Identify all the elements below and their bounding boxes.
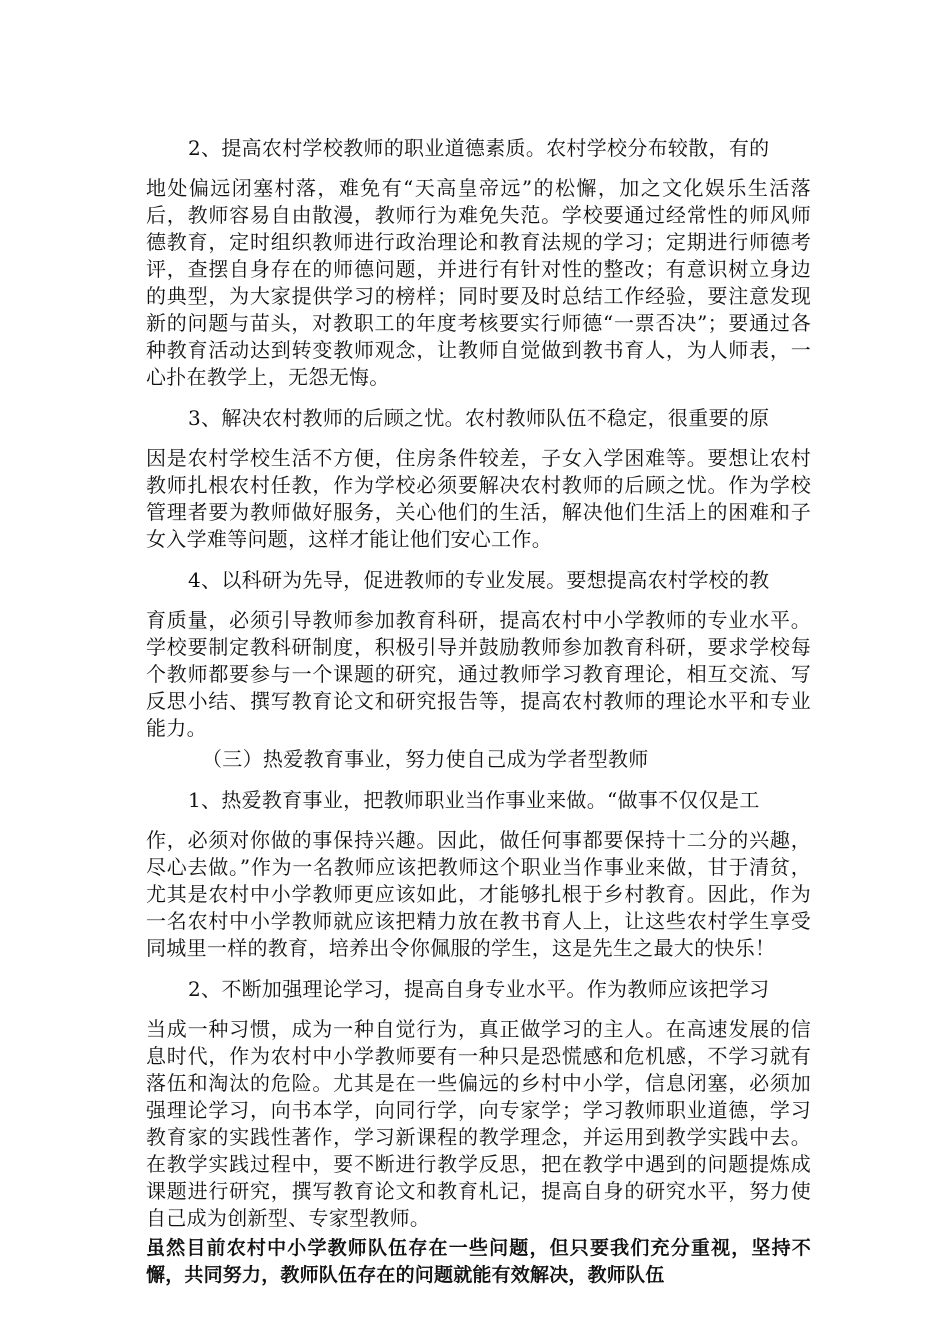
paragraph-s3-2-body: 当成一种习惯，成为一种自觉行为，真正做学习的主人。在高速发展的信息时代，作为农村中小学教师要有一种只是恐慌感和危机感，不学习就有落伍和淘汰的危险。尤其是在一些偏远的乡村中小学，信息闭塞，必须加强理论学习，向书本学，向同行学，向专家学；学习教师职业道德，学习教育家的实践性著作，学习新课程的教学理念，并运用到教学实践中去。在教学实践过程中，要不断进行教学反思，把在教学中遇到的问题提炼成课题进行研究，撰写教育论文和教育札记，提高自身的研究水平，努力使自己成为创新型、专家型教师。 [146, 1017, 811, 1230]
paragraph-4-lead: 4、以科研为先导，促进教师的专业发展。要想提高农村学校的教 [188, 568, 770, 592]
paragraph-2-body: 地处偏远闭塞村落，难免有“天高皇帝远”的松懈，加之文化娱乐生活落后，教师容易自由散漫，教师行为难免失范。学校要通过经常性的师风师德教育，定时组织教师进行政治理论和教育法规的学习；定期进行师德考评，查摆自身存在的师德问题，并进行有针对性的整改；有意识树立身边的典型，为大家提供学习的榜样；同时要及时总结工作经验，要注意发现新的问题与苗头，对教职工的年度考核要实行师德“一票否决”；要通过各种教育活动达到转变教师观念，让教师自觉做到教书育人，为人师表，一心扑在教学上，无怨无悔。 [146, 176, 811, 389]
paragraph-s3-1-body: 作，必须对你做的事保持兴趣。因此，做任何事都要保持十二分的兴趣，尽心去做。”作为一名教师应该把教师这个职业当作事业来做，甘于清贫，尤其是农村中小学教师更应该如此，才能够扎根于乡村教育。因此，作为一名农村中小学教师就应该把精力放在教书育人上，让这些农村学生享受同城里一样的教育，培养出令你佩服的学生，这是先生之最大的快乐！ [146, 828, 811, 960]
paragraph-4-body: 育质量，必须引导教师参加教育科研，提高农村中小学教师的专业水平。学校要制定教科研制度，积极引导并鼓励教师参加教育科研，要求学校每个教师都要参与一个课题的研究，通过教师学习教育理论，相互交流、写反思小结、撰写教育论文和研究报告等，提高农村教师的理论水平和专业能力。 [146, 608, 811, 740]
paragraph-s3-2-lead: 2、不断加强理论学习，提高自身专业水平。作为教师应该把学习 [188, 977, 770, 1001]
paragraph-3-lead: 3、解决农村教师的后顾之忧。农村教师队伍不稳定，很重要的原 [188, 406, 770, 430]
closing-paragraph: 虽然目前农村中小学教师队伍存在一些问题，但只要我们充分重视，坚持不懈，共同努力，教师队伍存在的问题就能有效解决，教师队伍 [146, 1237, 811, 1286]
paragraph-2-lead: 2、提高农村学校教师的职业道德素质。农村学校分布较散，有的 [188, 136, 770, 160]
section-heading: （三）热爱教育事业，努力使自己成为学者型教师 [202, 747, 649, 771]
paragraph-s3-1-lead: 1、热爱教育事业，把教师职业当作事业来做。“做事不仅仅是工 [188, 788, 760, 812]
document-text [146, 133, 811, 1289]
paragraph-3-body: 因是农村学校生活不方便，住房条件较差，子女入学困难等。要想让农村教师扎根农村任教，作为学校必须要解决农村教师的后顾之忧。作为学校管理者要为教师做好服务，关心他们的生活，解决他们生活上的困难和子女入学难等问题，这样才能让他们安心工作。 [146, 446, 811, 551]
